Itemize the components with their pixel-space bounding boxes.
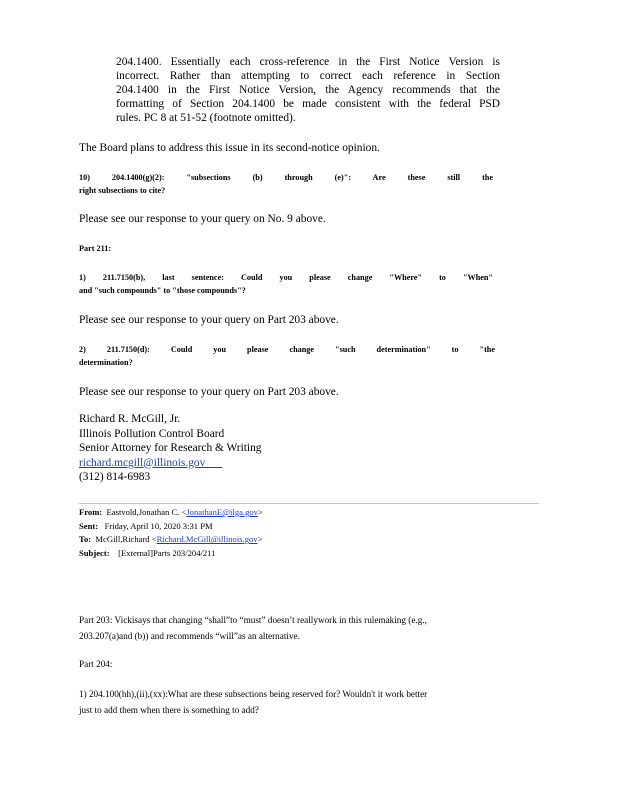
quote-line: 204.1400 in the First Notice Version, the Agency recommends that the: [116, 84, 500, 96]
response-text: Please see our response to your query on Part 203 above.: [79, 314, 339, 326]
question-2-line: 2) 211.7150(d): Could you please change "such determination" to "the: [79, 345, 495, 354]
question-1-line: and "such compounds" to "those compounds"?: [79, 286, 246, 295]
signature-phone: (312) 814-6983: [79, 471, 151, 483]
from-close: >: [257, 507, 263, 517]
part-211-heading: Part 211:: [79, 244, 112, 253]
question-2: [79, 343, 495, 369]
email-paragraph-question: [79, 686, 427, 718]
response-text: Please see our response to your query on Part 203 above.: [79, 386, 339, 398]
to-close: >: [257, 534, 263, 545]
from-row: [79, 506, 263, 520]
question-2-line: determination?: [79, 358, 133, 367]
sent-value: Friday, April 10, 2020 3:31 PM: [104, 520, 213, 531]
email-line: Part 203: Vickisays that changing “shall”to “must” doesn’t reallywork in this rulemaking (e.g.,: [79, 615, 427, 625]
email-line: 1) 204.100(hh),(ii),(xx):What are these subsections being reserved for? Wouldn't it work better: [79, 689, 428, 699]
to-label: To:: [79, 534, 92, 545]
email-header: [79, 506, 263, 560]
question-1: [79, 271, 493, 297]
subject-value: [External]Parts 203/204/211: [118, 547, 216, 558]
quote-line: formatting of Section 204.1400 be made consistent with the federal PSD: [116, 98, 500, 110]
question-10: [79, 171, 493, 197]
email-divider: [79, 503, 539, 504]
signature-name: Richard R. McGill, Jr.: [79, 413, 181, 425]
board-plan-text: The Board plans to address this issue in its second-notice opinion.: [79, 142, 380, 154]
to-email-link[interactable]: Richard.McGill@illinois.gov: [156, 534, 258, 545]
sent-row: [79, 520, 263, 534]
signature-org: Illinois Pollution Control Board: [79, 427, 225, 440]
subject-label: Subject:: [79, 547, 110, 558]
block-quote: [116, 55, 500, 125]
sent-label: Sent:: [79, 520, 99, 531]
email-line: just to add them when there is something to add?: [79, 705, 259, 715]
email-paragraph-part-203: [79, 612, 427, 644]
email-line: 203.207(a)and (b)) and recommends “will”as an alternative.: [79, 631, 300, 641]
response-text: Please see our response to your query on No. 9 above.: [79, 213, 326, 225]
from-name: Eastvold,Jonathan C. <: [106, 507, 187, 517]
question-10-line: 10) 204.1400(g)(2): "subsections (b) through (e)": Are these still the: [79, 173, 493, 182]
subject-row: [79, 547, 263, 561]
from-label: From:: [79, 507, 103, 517]
signature-title: Senior Attorney for Research & Writing: [79, 442, 262, 454]
email-part-204-heading: Part 204:: [79, 659, 113, 669]
quote-line: incorrect. Rather than attempting to correct each reference in Section: [116, 70, 500, 82]
signature-block: [79, 412, 262, 485]
from-email-link[interactable]: JonathanE@ilga.gov: [186, 507, 258, 517]
quote-line: rules. PC 8 at 51-52 (footnote omitted).: [116, 112, 296, 124]
to-name: McGill,Richard <: [95, 534, 157, 545]
signature-email-link[interactable]: richard.mcgill@illinois.gov: [79, 456, 206, 469]
to-row: [79, 533, 263, 547]
quote-line: 204.1400. Essentially each cross-reference in the First Notice Version is: [116, 56, 500, 68]
question-1-line: 1) 211.7150(b), last sentence: Could you please change "Where" to "When": [79, 273, 493, 282]
question-10-line: right subsections to cite?: [79, 186, 166, 195]
